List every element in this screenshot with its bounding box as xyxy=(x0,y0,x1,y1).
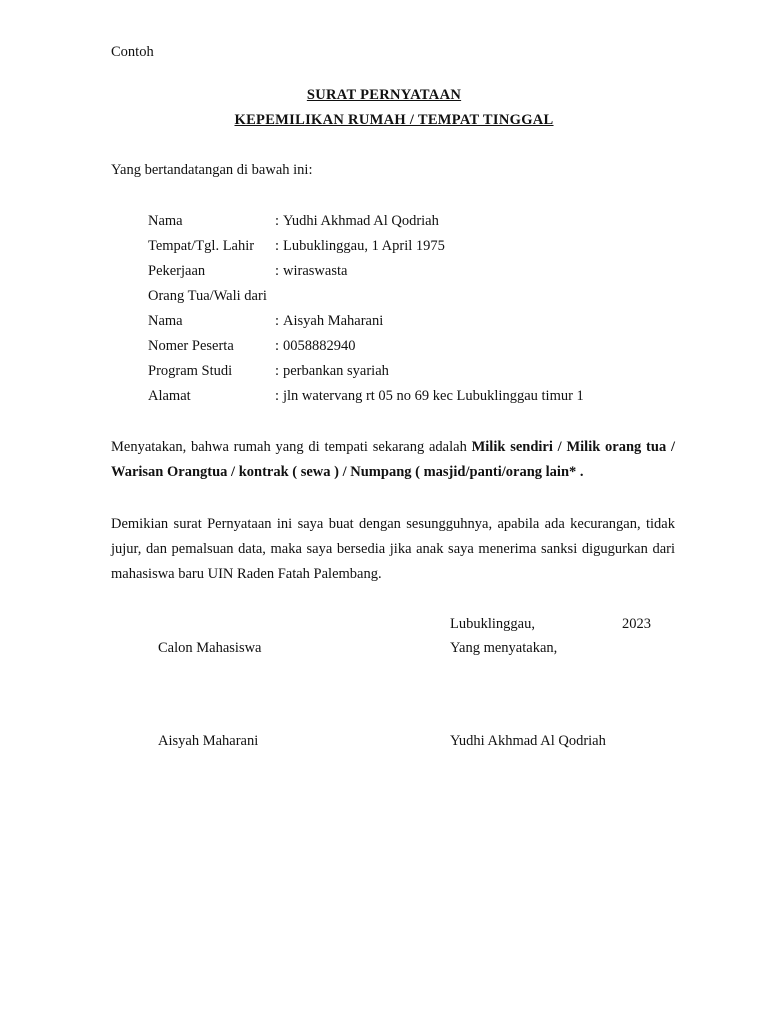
field-label: Alamat xyxy=(148,388,191,404)
field-row xyxy=(148,387,584,412)
field-label: Nama xyxy=(148,313,183,329)
field-colon: : xyxy=(275,238,280,254)
field-value: Yudhi Akhmad Al Qodriah xyxy=(283,213,439,229)
field-label: Tempat/Tgl. Lahir xyxy=(148,238,255,254)
document-title: SURAT PERNYATAAN xyxy=(306,87,462,103)
signature-right-role: Yang menyatakan, xyxy=(450,640,558,656)
signature-place: Lubuklinggau, xyxy=(450,616,535,632)
intro-text: Yang bertandatangan di bawah ini: xyxy=(111,162,313,178)
field-value: perbankan syariah xyxy=(283,363,389,379)
closing-paragraph: Demikian surat Pernyataan ini saya buat dengan sesungguhnya, apabila ada kecurangan, tidak jujur, dan pemalsuan data, maka saya bersedia jika anak saya menerima sanksi digugurkan dari mahasiswa baru UIN Raden Fatah Palembang. xyxy=(111,516,675,582)
field-label: Nama xyxy=(148,213,183,229)
signature-year: 2023 xyxy=(622,616,651,632)
statement-prefix: Menyatakan, bahwa rumah yang di tempati sekarang adalah xyxy=(111,439,472,455)
field-colon xyxy=(275,287,283,312)
field-label: Program Studi xyxy=(148,363,233,379)
field-row xyxy=(148,287,584,312)
field-row xyxy=(148,337,584,362)
statement-options: Milik sendiri / Milik orang tua / Warisan Orangtua / kontrak ( sewa ) / Numpang ( masjid/panti/orang lain* . xyxy=(111,439,675,480)
field-row xyxy=(148,212,584,237)
field-value: Aisyah Maharani xyxy=(283,313,384,329)
field-colon: : xyxy=(275,213,280,229)
field-row xyxy=(148,262,584,287)
field-label: Nomer Peserta xyxy=(148,338,234,354)
field-row xyxy=(148,312,584,337)
field-row xyxy=(148,362,584,387)
signature-left-role: Calon Mahasiswa xyxy=(158,640,262,656)
field-value: 0058882940 xyxy=(283,338,356,354)
document-subtitle: KEPEMILIKAN RUMAH / TEMPAT TINGGAL xyxy=(234,112,554,128)
field-colon: : xyxy=(275,263,280,279)
signature-right-name: Yudhi Akhmad Al Qodriah xyxy=(450,733,606,749)
field-colon: : xyxy=(275,388,280,404)
field-colon: : xyxy=(275,338,280,354)
signature-left-name: Aisyah Maharani xyxy=(158,733,259,749)
example-label: Contoh xyxy=(111,44,154,60)
field-value: jln watervang rt 05 no 69 kec Lubuklinggau timur 1 xyxy=(283,388,584,404)
field-row xyxy=(148,237,584,262)
identity-fields xyxy=(148,212,584,412)
field-colon: : xyxy=(275,313,280,329)
field-colon: : xyxy=(275,363,280,379)
field-value: wiraswasta xyxy=(283,263,348,279)
statement-paragraph xyxy=(111,435,675,485)
field-label: Orang Tua/Wali dari xyxy=(148,288,267,304)
field-value: Lubuklinggau, 1 April 1975 xyxy=(283,238,445,254)
field-label: Pekerjaan xyxy=(148,263,206,279)
